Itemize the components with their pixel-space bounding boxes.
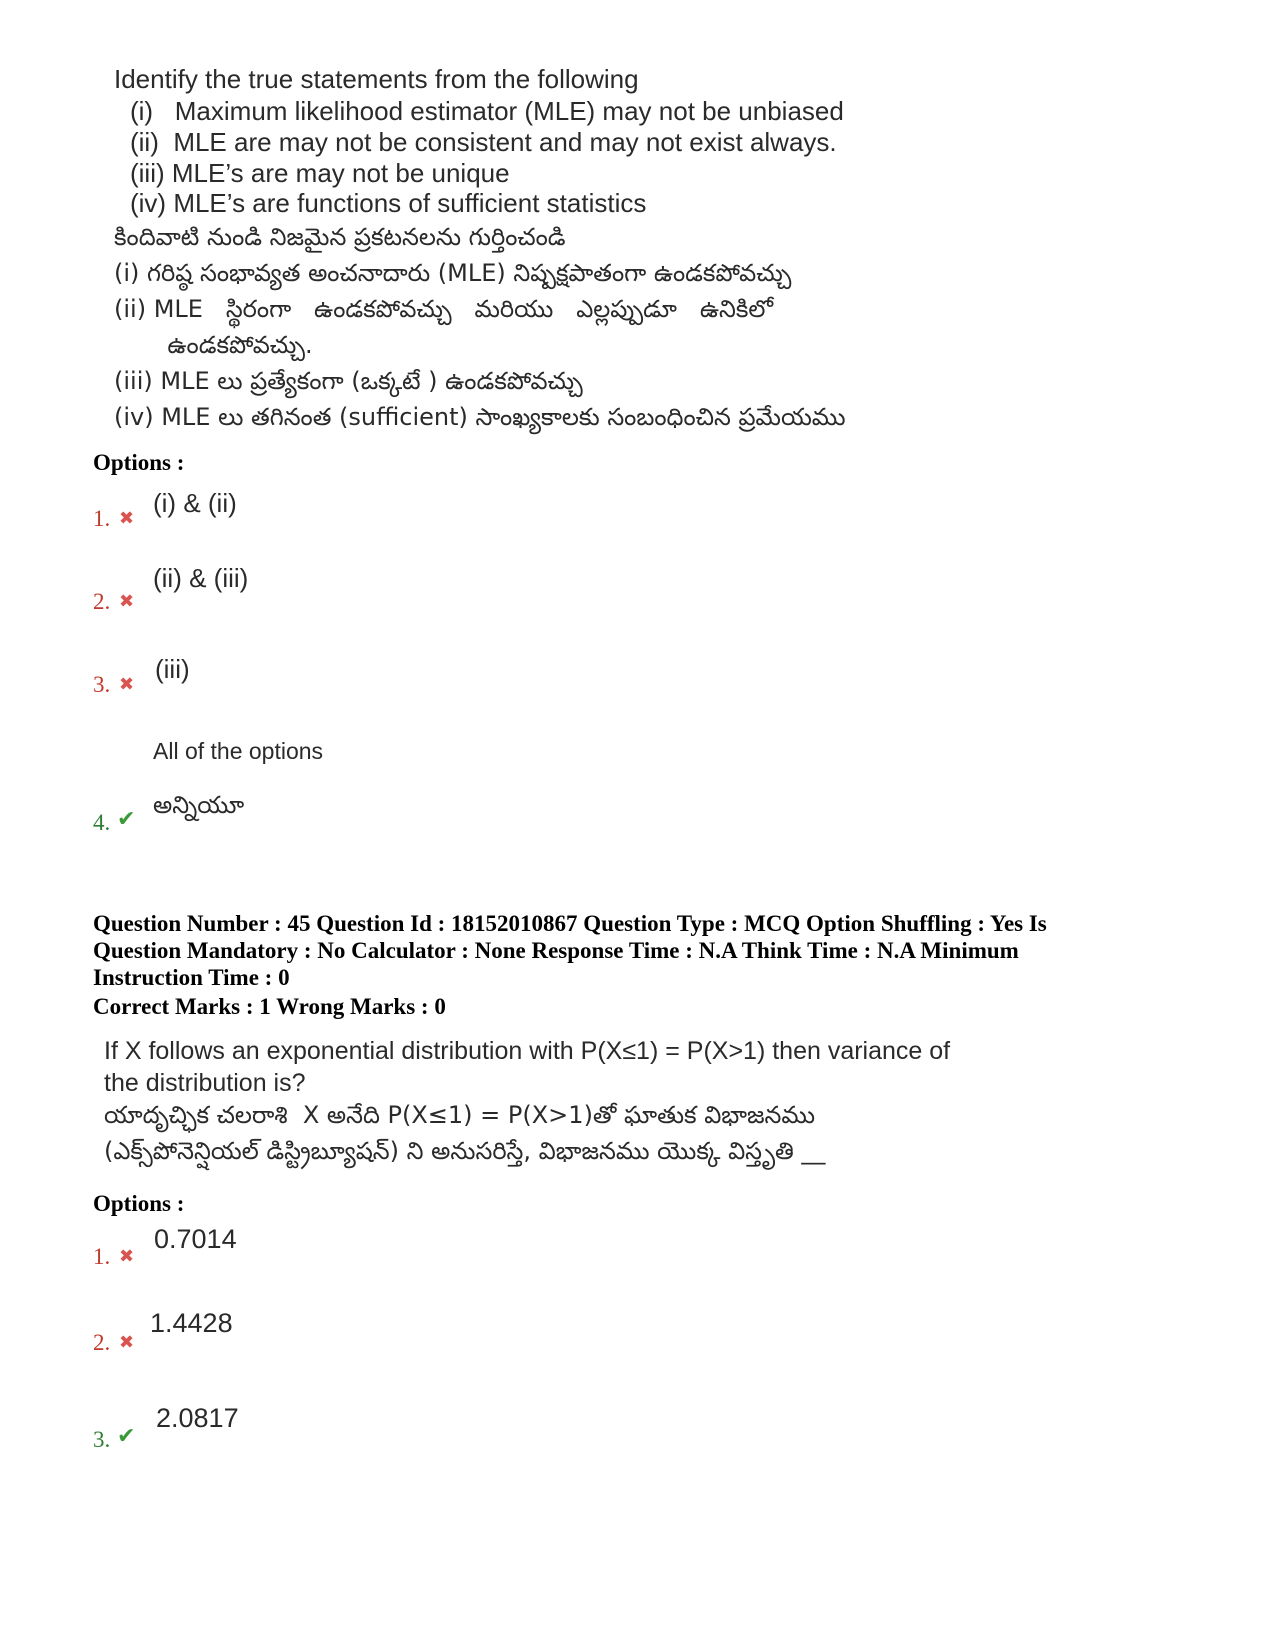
telugu-line: (iv) MLE లు తగినంత (sufficient) సాంఖ్యకాలకు సంబంధించిన ప్రమేయము bbox=[114, 403, 846, 431]
option-1[interactable] bbox=[93, 1224, 493, 1274]
option-3[interactable] bbox=[93, 1403, 493, 1453]
telugu-line: కిందివాటి నుండి నిజమైన ప్రకటనలను గుర్తించండి bbox=[114, 223, 566, 251]
option-4[interactable] bbox=[93, 738, 493, 838]
option-1[interactable] bbox=[93, 488, 493, 538]
telugu-line: (ఎక్స్‌పోనెన్షియల్ డిస్ట్రిబ్యూషన్) ని అనుసరిస్తే, విభాజనము యొక్క విస్తృతి __ bbox=[104, 1137, 826, 1165]
question-45-meta bbox=[93, 910, 1093, 991]
meta-line: Question Number : 45 Question Id : 18152010867 Question Type : MCQ Option Shuffling : Yes Is bbox=[93, 911, 1047, 936]
option-text: All of the options bbox=[153, 738, 324, 764]
telugu-line: (i) గరిష్ఠ సంభావ్యత అంచనాదారు (MLE) నిష్పక్షపాతంగా ఉండకపోవచ్చు bbox=[114, 259, 792, 287]
option-text: (iii) bbox=[155, 654, 190, 684]
cross-icon: ✖ bbox=[119, 1246, 135, 1266]
option-3[interactable] bbox=[93, 654, 493, 704]
option-number: 3. bbox=[93, 1427, 111, 1452]
cross-icon: ✖ bbox=[119, 674, 135, 694]
telugu-line: (ii) MLE స్థిరంగా ఉండకపోవచ్చు మరియు ఎల్లప్పుడూ ఉనికిలో bbox=[114, 295, 774, 323]
option-text: 2.0817 bbox=[156, 1403, 239, 1433]
stem-line: (ii) MLE are may not be consistent and may not exist always. bbox=[130, 127, 837, 157]
cross-icon: ✖ bbox=[119, 508, 135, 528]
marks-line: Correct Marks : 1 Wrong Marks : 0 bbox=[93, 994, 446, 1019]
cross-icon: ✖ bbox=[119, 591, 135, 611]
option-number: 4. bbox=[93, 810, 111, 835]
options-heading: Options : bbox=[93, 450, 185, 475]
option-number: 2. bbox=[93, 1330, 111, 1355]
stem-line: Identify the true statements from the following bbox=[114, 64, 639, 94]
option-text: 1.4428 bbox=[150, 1308, 233, 1338]
stem-line: the distribution is? bbox=[104, 1069, 306, 1097]
option-text: (i) & (ii) bbox=[153, 488, 237, 518]
option-number: 1. bbox=[93, 506, 111, 531]
cross-icon: ✖ bbox=[119, 1332, 135, 1352]
check-icon: ✔ bbox=[117, 806, 136, 831]
option-number: 2. bbox=[93, 589, 111, 614]
meta-line: Question Mandatory : No Calculator : None Response Time : N.A Think Time : N.A Minimum bbox=[93, 938, 1019, 963]
option-2[interactable] bbox=[93, 563, 493, 613]
option-text: 0.7014 bbox=[154, 1224, 237, 1254]
option-number: 1. bbox=[93, 1244, 111, 1269]
option-text: (ii) & (iii) bbox=[153, 563, 249, 593]
option-number: 3. bbox=[93, 672, 111, 697]
stem-line: (i) Maximum likelihood estimator (MLE) may not be unbiased bbox=[130, 96, 844, 126]
telugu-line: ఉండకపోవచ్చు. bbox=[114, 331, 313, 359]
stem-line: (iii) MLE’s are may not be unique bbox=[130, 158, 510, 188]
telugu-line: (iii) MLE లు ప్రత్యేకంగా (ఒక్కటే ) ఉండకపోవచ్చు bbox=[114, 367, 583, 395]
telugu-line: యాదృచ్ఛిక చలరాశి X అనేది P(X≤1) = P(X>1)తో ఘాతుక విభాజనము bbox=[104, 1101, 816, 1129]
meta-line: Instruction Time : 0 bbox=[93, 965, 290, 990]
option-2[interactable] bbox=[93, 1308, 493, 1358]
option-text-telugu: అన్నియూ bbox=[153, 791, 245, 819]
stem-line: (iv) MLE’s are functions of sufficient statistics bbox=[130, 188, 647, 218]
stem-line: If X follows an exponential distribution with P(X≤1) = P(X>1) then variance of bbox=[104, 1037, 951, 1065]
check-icon: ✔ bbox=[117, 1423, 136, 1448]
options-heading: Options : bbox=[93, 1191, 185, 1216]
